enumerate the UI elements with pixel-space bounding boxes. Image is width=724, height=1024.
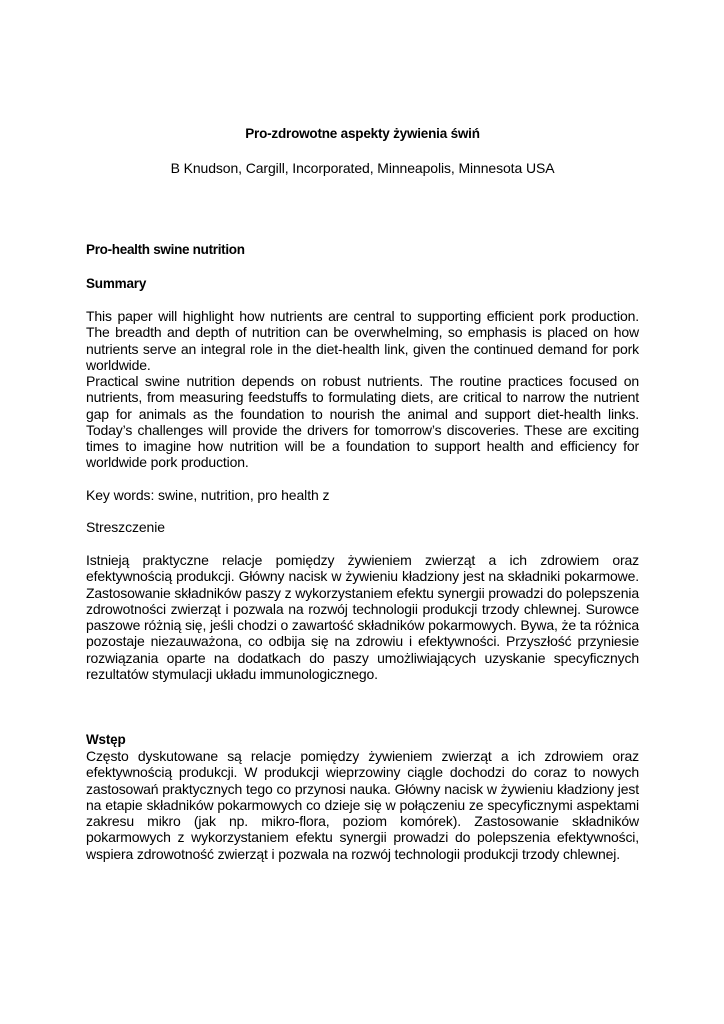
summary-paragraph-2: Practical swine nutrition depends on robust nutrients. The routine practices focused on nutrients, from measuring feedstuffs to formulating diets, are critical to narrow the nutrient gap for animals as the foundation to nourish the animal and support diet-health links. Today’s challenges will provide the drivers for tomorrow’s discoveries. These are exciting times to imagine how nutrition will be a foundation to support health and efficiency for worldwide pork production. — [86, 373, 639, 471]
streszczenie-heading: Streszczenie — [86, 519, 165, 535]
keywords: Key words: swine, nutrition, pro health z — [86, 487, 330, 503]
english-title: Pro-health swine nutrition — [86, 242, 245, 257]
intro-paragraph: Często dyskutowane są relacje pomiędzy żywieniem zwierząt a ich zdrowiem oraz efektywnością produkcji. W produkcji wieprzowiny ciągle dochodzi do coraz to nowych zastosowań praktycznych tego co przynosi nauka. Główny nacisk w żywieniu kładziony jest na etapie składników pokarmowych co dzieje się w połączeniu ze specyficznymi aspektami zakresu mikro (jak np. mikro-flora, poziom komórek). Zastosowanie składników pokarmowych z wykorzystaniem efektu synergii prowadzi do polepszenia efektywności, wspiera zdrowotność zwierząt i pozwala na rozwój technologii produkcji trzody chlewnej. — [86, 748, 639, 862]
paper-title: Pro-zdrowotne aspekty żywienia świń — [245, 126, 480, 141]
summary-heading: Summary — [86, 276, 147, 291]
intro-heading: Wstęp — [86, 732, 126, 747]
summary-paragraph-1: This paper will highlight how nutrients are central to supporting efficient pork production. The breadth and depth of nutrition can be overwhelming, so emphasis is placed on how nutrients serve an integral role in the diet-health link, given the continued demand for pork worldwide. — [86, 308, 639, 373]
document-page — [86, 0, 639, 1024]
streszczenie-paragraph: Istnieją praktyczne relacje pomiędzy żywieniem zwierząt a ich zdrowiem oraz efektywnością produkcji. Główny nacisk w żywieniu kładziony jest na składniki pokarmowe. Zastosowanie składników paszy z wykorzystaniem efektu synergii prowadzi do polepszenia zdrowotności zwierząt i pozwala na rozwój technologii produkcji trzody chlewnej. Surowce paszowe różnią się, jeśli chodzi o zawartość składników pokarmowych. Bywa, że ta różnica pozostaje niezauważona, co odbija się na zdrowiu i efektywności. Przyszłość przyniesie rozwiązania oparte na dodatkach do paszy umożliwiających uzyskanie specyficznych rezultatów stymulacji układu immunologicznego. — [86, 552, 639, 683]
author-line: B Knudson, Cargill, Incorporated, Minneapolis, Minnesota USA — [170, 160, 555, 176]
